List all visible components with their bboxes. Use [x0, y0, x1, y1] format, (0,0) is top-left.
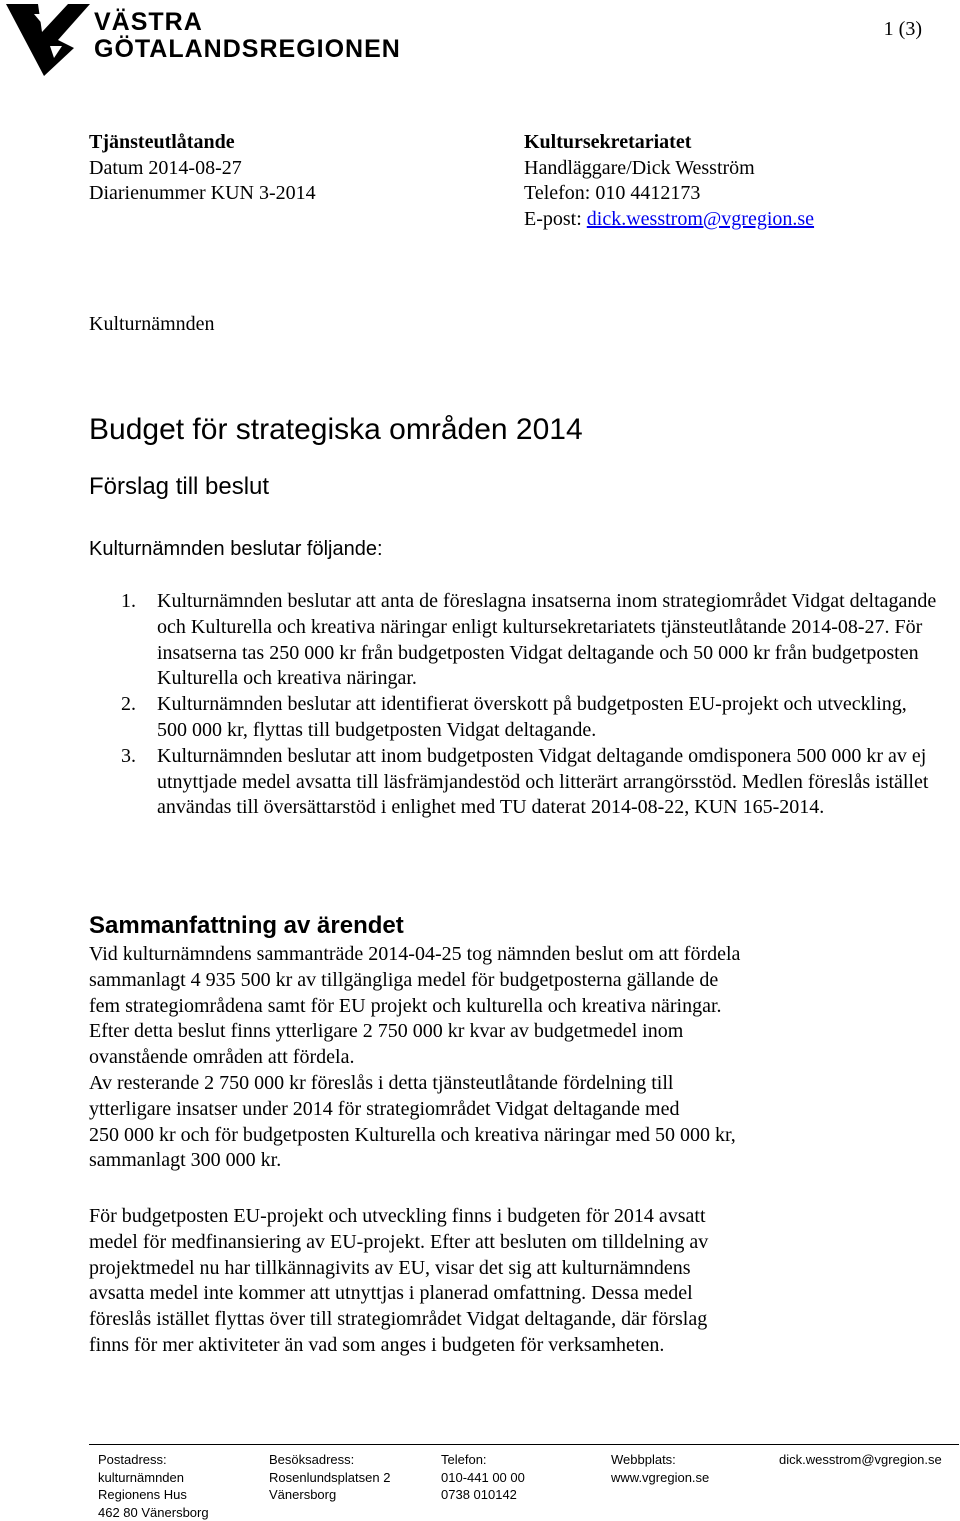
footer-email [779, 1451, 942, 1469]
handler-phone: Telefon: 010 4412173 [524, 181, 814, 207]
footer-value: kulturnämnden [98, 1469, 209, 1487]
footer-value: 0738 010142 [441, 1486, 525, 1504]
header-left [89, 130, 316, 207]
footer-label: Webbplats: [611, 1451, 709, 1469]
footer-divider [89, 1444, 959, 1445]
footer-value: 010-441 00 00 [441, 1469, 525, 1487]
footer-label: Telefon: [441, 1451, 525, 1469]
paragraph-line: finns för mer aktiviteter än vad som anges i budgeten för verksamheten. [89, 1333, 849, 1359]
vgr-logo-mark-icon [4, 2, 92, 78]
organization-logo [4, 2, 374, 78]
decision-item [89, 692, 939, 744]
summary-heading: Sammanfattning av ärendet [89, 912, 404, 940]
footer-visiting-address [269, 1451, 390, 1504]
paragraph-line: Efter detta beslut finns ytterligare 2 750 000 kr kvar av budgetmedel inom [89, 1019, 849, 1045]
decision-number: 1. [121, 589, 136, 615]
page-number: 1 (3) [884, 18, 922, 41]
paragraph-line: ovanstående områden att fördela. [89, 1045, 849, 1071]
footer-value: Rosenlundsplatsen 2 [269, 1469, 390, 1487]
paragraph-line: För budgetposten EU-projekt och utveckling finns i budgeten för 2014 avsatt [89, 1204, 849, 1230]
email-link[interactable]: dick.wesstrom@vgregion.se [587, 208, 814, 230]
paragraph-line: projektmedel nu har tillkännagivits av EU, visar det sig att kulturnämndens [89, 1256, 849, 1282]
handler-name: Handläggare/Dick Wesström [524, 156, 814, 182]
summary-paragraph [89, 942, 849, 1174]
logo-text-line1: VÄSTRA [94, 8, 203, 37]
decision-item [89, 589, 939, 692]
document-date: Datum 2014-08-27 [89, 156, 316, 182]
footer-value: Vänersborg [269, 1486, 390, 1504]
email-label: E-post: [524, 208, 587, 230]
paragraph-line: ytterligare insatser under 2014 för strategiområdet Vidgat deltagande med [89, 1097, 849, 1123]
decision-intro: Kulturnämnden beslutar följande: [89, 538, 383, 561]
paragraph-line: sammanlagt 4 935 500 kr av tillgängliga medel för budgetposterna gällande de [89, 968, 849, 994]
paragraph-line: 250 000 kr och för budgetposten Kulturella och kreativa näringar med 50 000 kr, [89, 1123, 849, 1149]
footer-label: Besöksadress: [269, 1451, 390, 1469]
registration-number: Diarienummer KUN 3-2014 [89, 181, 316, 207]
decision-text: Kulturnämnden beslutar att inom budgetposten Vidgat deltagande omdisponera 500 000 kr av ej utnyttjade medel avsatta till läsfrämjandestöd och litterärt arrangörsstöd. Medlen föreslås istället användas till översättarstöd i enlighet med TU daterat 2014-08-22, KUN 165-2014. [157, 745, 928, 819]
paragraph-line: fem strategiområdena samt för EU projekt och kulturella och kreativa näringar. [89, 994, 849, 1020]
footer-website [611, 1451, 709, 1486]
page-title: Budget för strategiska områden 2014 [89, 413, 583, 447]
footer-value: 462 80 Vänersborg [98, 1504, 209, 1521]
paragraph-line: medel för medfinansiering av EU-projekt. Efter att besluten om tilldelning av [89, 1230, 849, 1256]
handler-email-row [524, 207, 814, 233]
decision-list [89, 589, 939, 821]
summary-paragraph [89, 1204, 849, 1359]
footer-postal-address [98, 1451, 209, 1521]
footer-phone [441, 1451, 525, 1504]
department-name: Kultursekretariatet [524, 130, 814, 156]
paragraph-line: Vid kulturnämndens sammanträde 2014-04-25 tog nämnden beslut om att fördela [89, 942, 849, 968]
paragraph-line: sammanlagt 300 000 kr. [89, 1148, 849, 1174]
paragraph-line: Av resterande 2 750 000 kr föreslås i detta tjänsteutlåtande fördelning till [89, 1071, 849, 1097]
footer-value: Regionens Hus [98, 1486, 209, 1504]
decision-item [89, 744, 939, 821]
document-type: Tjänsteutlåtande [89, 130, 316, 156]
logo-text-line2: GÖTALANDSREGIONEN [94, 35, 401, 64]
paragraph-line: föreslås istället flyttas över till strategiområdet Vidgat deltagande, där förslag [89, 1307, 849, 1333]
decision-text: Kulturnämnden beslutar att identifierat överskott på budgetposten EU-projekt och utveckling, 500 000 kr, flyttas till budgetposten Vidgat deltagande. [157, 693, 907, 741]
paragraph-line: avsatta medel inte kommer att utnyttjas i planerad omfattning. Dessa medel [89, 1281, 849, 1307]
section-subtitle: Förslag till beslut [89, 473, 269, 501]
decision-number: 2. [121, 692, 136, 718]
footer-email-link[interactable]: dick.wesstrom@vgregion.se [779, 1451, 942, 1469]
footer-label: Postadress: [98, 1451, 209, 1469]
header-right [524, 130, 814, 232]
decision-number: 3. [121, 744, 136, 770]
recipient: Kulturnämnden [89, 313, 215, 336]
footer-website-link[interactable]: www.vgregion.se [611, 1469, 709, 1487]
decision-text: Kulturnämnden beslutar att anta de föreslagna insatserna inom strategiområdet Vidgat deltagande och Kulturella och kreativa näringar enligt kultursekretariatets tjänsteutlåtande 2014-08-27. För insatserna tas 250 000 kr från budgetposten Vidgat deltagande och 50 000 kr från budgetposten Kulturella och kreativa näringar. [157, 590, 936, 689]
